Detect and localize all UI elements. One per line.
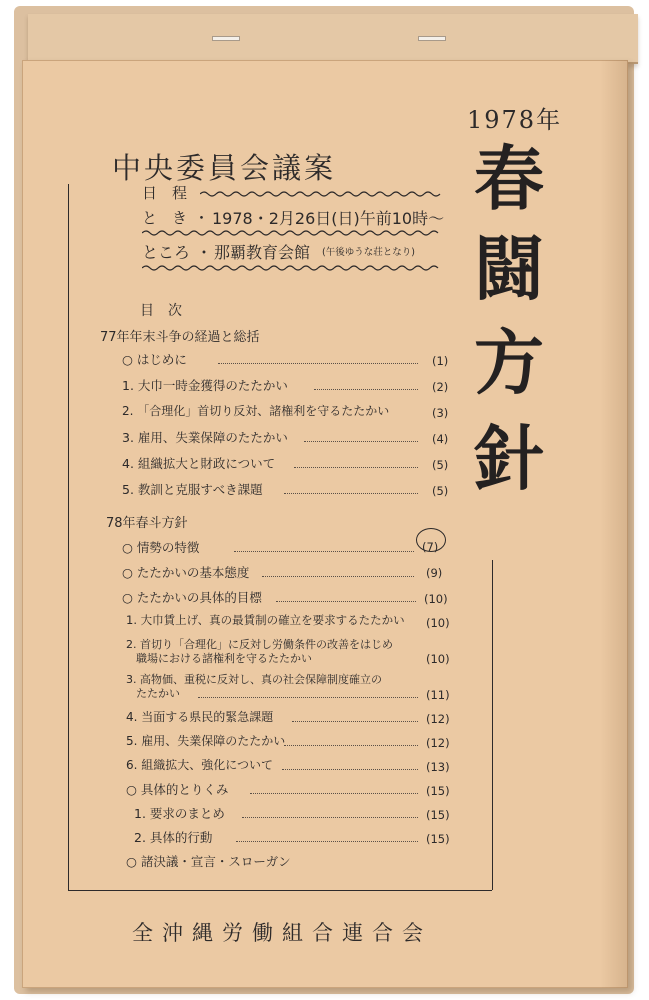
toc-item: ○ 情勢の特徴 <box>122 540 200 555</box>
wavy-underline-3 <box>142 264 446 272</box>
toc-item: ○ 諸決議・宣言・スローガン <box>126 854 291 869</box>
side-title-char-4: 針 <box>474 417 544 500</box>
frame-bottom-line <box>68 890 492 891</box>
staple-right <box>418 36 446 41</box>
toc-page: (10) <box>426 616 450 630</box>
toc-item: 3. 高物価、重税に反対し、真の社会保障制度確立の <box>126 673 382 686</box>
document-title: 中央委員会議案 <box>112 151 337 185</box>
toc-page: (15) <box>426 784 450 798</box>
toc-item: 4. 当面する県民的緊急課題 <box>126 710 274 724</box>
where-value: 那覇教育会館 <box>214 243 311 262</box>
toc-heading: 目 次 <box>140 303 182 319</box>
toc-item: 2. 首切り「合理化」に反対し労働条件の改善をはじめ <box>126 638 393 651</box>
side-title-char-2: 闘 <box>474 227 544 310</box>
schedule-heading: 日 程 <box>142 184 188 202</box>
staple-left <box>212 36 240 41</box>
toc-page: (3) <box>432 406 449 420</box>
toc-page: (1) <box>432 354 449 368</box>
toc-page: (9) <box>426 566 443 580</box>
where-label: ところ <box>142 243 191 262</box>
when-value: 1978・2月26日(日)午前10時〜 <box>212 209 445 228</box>
toc-page: (5) <box>432 458 449 472</box>
toc-item: 1. 大巾賃上げ、真の最賃制の確立を要求するたたかい <box>126 613 405 627</box>
toc-item: 6. 組織拡大、強化について <box>126 758 274 772</box>
toc-item: ○ はじめに <box>122 352 187 367</box>
toc-item: ○ たたかいの具体的目標 <box>122 590 262 605</box>
wavy-underline-1 <box>200 190 444 198</box>
wavy-underline-2 <box>142 229 446 237</box>
top-binding <box>28 14 638 64</box>
toc-item: 2. 具体的行動 <box>134 830 213 845</box>
section-title-2: 78年春斗方針 <box>106 516 188 531</box>
toc-page: (2) <box>432 380 449 394</box>
page-fold-shadow <box>600 60 628 988</box>
toc-item: 5. 雇用、失業保障のたたかい <box>126 734 286 748</box>
toc-page: (15) <box>426 832 450 846</box>
frame-right-line <box>492 560 493 890</box>
toc-item: 2. 「合理化」首切り反対、諸権利を守るたたかい <box>122 404 390 418</box>
toc-page: (12) <box>426 736 450 750</box>
toc-page: (11) <box>426 688 450 702</box>
toc-item: 3. 雇用、失業保障のたたかい <box>122 430 288 445</box>
document-sheet: 1978年 中央委員会議案 春 闘 方 針 日 程 と き ・ 1978・2月26日(日)午前10時〜 ところ ・ 那覇教育会館 (午後ゆうな荘となり) 目 次 77年年末斗争の経過と総括 ○ はじめに (1) 1. 大巾一時金獲得のたたかい (2) 2. 「合理化」首切り反対、諸権利を守るたたかい (3) 3. 雇用、失業保障のたたかい (4) 4. 組織拡大と財政について (5) 5. 教訓と克服すべき課題 (5) 78年春斗方針 ○ 情勢の特徴 (7) ○ たたかいの基本態度 (9) ○ たたかいの具体的目標 (10) 1. 大巾賃上げ、真の最賃制の確立を要求するたたかい (10) 2. 首切り「合理化」に反対し労働条件の改善をはじめ 職場における諸権利を守るたたかい (10) 3. 高物価、重税に反対し、真の社会保障制度確立の たたかい (11) 4. 当面する県民的緊急課題 (12) 5. 雇用、失業保障のたたかい (12) 6. 組織拡大、強化について (13) ○ 具体的とりくみ (15) 1. 要求のまとめ (15) 2. 具体的行動 (15) ○ 諸決議・宣言・スローガン 全沖縄労働組合連合会 <box>22 60 628 988</box>
section-title-1: 77年年末斗争の経過と総括 <box>100 330 260 345</box>
where-note: (午後ゆうな荘となり) <box>322 247 415 258</box>
toc-item: ○ たたかいの基本態度 <box>122 565 250 580</box>
toc-item-cont: たたかい <box>136 687 180 700</box>
toc-item: 1. 要求のまとめ <box>134 806 225 821</box>
toc-item-cont: 職場における諸権利を守るたたかい <box>136 652 312 665</box>
toc-page: (5) <box>432 484 449 498</box>
toc-item: 5. 教訓と克服すべき課題 <box>122 482 263 497</box>
year-label: 1978年 <box>467 106 563 134</box>
toc-page: (10) <box>426 652 450 666</box>
when-label: と き <box>142 209 188 227</box>
toc-item: 4. 組織拡大と財政について <box>122 456 276 471</box>
toc-item: ○ 具体的とりくみ <box>126 782 229 797</box>
toc-page: (10) <box>424 592 448 606</box>
toc-page: (4) <box>432 432 449 446</box>
side-title-char-1: 春 <box>474 137 544 220</box>
toc-page: (7) <box>422 540 439 554</box>
publisher-name: 全沖縄労働組合連合会 <box>132 921 432 945</box>
toc-page: (15) <box>426 808 450 822</box>
frame-left-line <box>68 184 69 890</box>
toc-page: (12) <box>426 712 450 726</box>
toc-page: (13) <box>426 760 450 774</box>
side-title-char-3: 方 <box>474 321 544 404</box>
toc-item: 1. 大巾一時金獲得のたたかい <box>122 378 288 393</box>
